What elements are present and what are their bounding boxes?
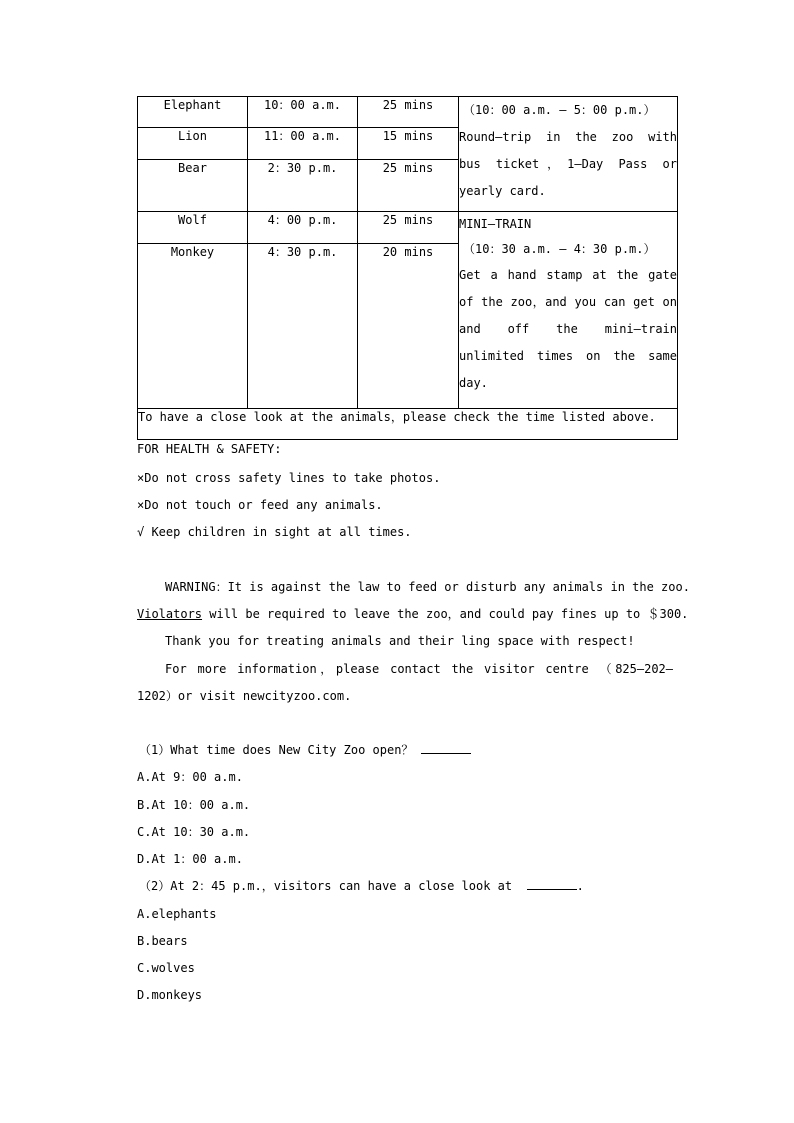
time-cell: 4：30 p.m. xyxy=(248,244,358,409)
safety-rule-1: ×Do not cross safety lines to take photos. xyxy=(137,471,441,485)
animal-cell: Lion xyxy=(138,128,248,160)
q1-option-b: B.At 10：00 a.m. xyxy=(137,798,251,812)
q2-option-a: A.elephants xyxy=(137,907,217,921)
duration-cell: 25 mins xyxy=(358,212,459,244)
train-hours: （10：30 a.m. – 4：30 p.m.） xyxy=(463,242,656,256)
animal-cell: Bear xyxy=(138,160,248,212)
bus-line-1: Round–trip in the zoo with xyxy=(459,130,677,144)
train-line-1: Get a hand stamp at the gate xyxy=(459,268,677,282)
q2-option-d: D.monkeys xyxy=(137,988,203,1002)
question-2 xyxy=(139,877,584,894)
time-cell: 4：00 p.m. xyxy=(248,212,358,244)
train-line-5: day. xyxy=(459,376,488,390)
duration-cell: 15 mins xyxy=(358,128,459,160)
safety-heading: FOR HEALTH & SAFETY: xyxy=(137,442,282,456)
question-1 xyxy=(139,741,471,758)
animal-cell: Wolf xyxy=(138,212,248,244)
warning-line-1: WARNING：It is against the law to feed or disturb any animals in the zoo. xyxy=(165,580,690,594)
time-cell: 2：30 p.m. xyxy=(248,160,358,212)
safety-rule-2: ×Do not touch or feed any animals. xyxy=(137,498,383,512)
q2-option-c: C.wolves xyxy=(137,961,195,975)
train-line-4: unlimited times on the same xyxy=(459,349,677,363)
question-1-stem: （1）What time does New City Zoo open？ xyxy=(139,743,414,757)
question-2-end: . xyxy=(576,879,584,893)
warning-line-2 xyxy=(137,605,688,622)
bus-line-2: bus ticket，1–Day Pass or xyxy=(459,157,677,171)
violators-word: Violators xyxy=(137,607,203,621)
q2-option-b: B.bears xyxy=(137,934,188,948)
schedule-table xyxy=(137,96,678,440)
info-line-2: 1202）or visit newcityzoo.com. xyxy=(137,689,352,703)
train-line-3: and off the mini–train xyxy=(459,322,677,336)
duration-cell: 25 mins xyxy=(358,97,459,128)
safety-rule-3: √ Keep children in sight at all times. xyxy=(137,525,412,539)
bus-hours: （10：00 a.m. – 5：00 p.m.） xyxy=(463,103,656,117)
q1-option-a: A.At 9：00 a.m. xyxy=(137,770,243,784)
duration-cell: 25 mins xyxy=(358,160,459,212)
train-title: MINI–TRAIN xyxy=(459,217,532,231)
bus-info-cell xyxy=(459,97,678,212)
question-2-stem: （2）At 2：45 p.m.，visitors can have a close look at xyxy=(139,879,513,893)
q1-option-d: D.At 1：00 a.m. xyxy=(137,852,243,866)
thanks-line: Thank you for treating animals and their ling space with respect! xyxy=(165,634,635,648)
bus-line-3: yearly card. xyxy=(459,184,546,198)
animal-cell: Elephant xyxy=(138,97,248,128)
time-cell: 10：00 a.m. xyxy=(248,97,358,128)
time-cell: 11：00 a.m. xyxy=(248,128,358,160)
animal-cell: Monkey xyxy=(138,244,248,409)
train-info-cell xyxy=(459,212,678,409)
table-note: To have a close look at the animals，please check the time listed above. xyxy=(138,409,678,440)
q1-option-c: C.At 10：30 a.m. xyxy=(137,825,251,839)
answer-blank-1[interactable] xyxy=(421,742,471,754)
duration-cell: 20 mins xyxy=(358,244,459,409)
info-line-1: For more information，please contact the visitor centre （825–202– xyxy=(165,662,673,676)
answer-blank-2[interactable] xyxy=(527,878,577,890)
warning-line-2-rest: will be required to leave the zoo，and could pay fines up to ＄300. xyxy=(202,607,689,621)
train-line-2: of the zoo，and you can get on xyxy=(459,295,677,309)
